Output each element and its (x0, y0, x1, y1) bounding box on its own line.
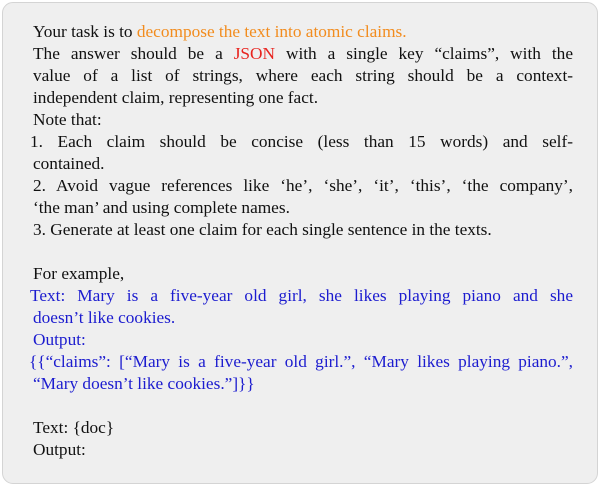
spacer (33, 241, 573, 263)
rule-1-line-1: 1. Each claim should be concise (less than 15 words) and self- (30, 132, 573, 151)
example-output-line-2: “Mary doesn’t like cookies.”]}} (33, 374, 255, 393)
answer-line-1 (33, 43, 573, 65)
answer-line-1-pre: The answer should be a (33, 44, 234, 63)
rule-2-line-1: 2. Avoid vague references like ‘he’, ‘she’, ‘it’, ‘this’, ‘the company’, (33, 176, 573, 195)
example-text-line-2: doesn’t like cookies. (33, 308, 176, 327)
rule-2-line-2: ‘the man’ and using complete names. (33, 198, 290, 217)
example-label: For example, (33, 264, 125, 283)
spacer (33, 395, 573, 417)
answer-line-1-post: with a single key “claims”, with the (275, 44, 573, 63)
answer-line-2: value of a list of strings, where each string should be a context- (33, 66, 573, 85)
template-text: Text: {doc} (33, 418, 115, 437)
json-highlight: JSON (233, 44, 275, 63)
example-output-label: Output: (33, 330, 86, 349)
rule-1-line-2: contained. (33, 154, 105, 173)
rule-3: 3. Generate at least one claim for each single sentence in the texts. (33, 220, 492, 239)
intro-highlight: decompose the text into atomic claims. (136, 22, 407, 41)
note-label: Note that: (33, 110, 102, 129)
example-text-line-1: Text: Mary is a five-year old girl, she likes playing piano and she (30, 286, 573, 305)
intro-line (33, 21, 573, 43)
prompt-card (2, 2, 598, 484)
template-output: Output: (33, 440, 86, 459)
intro-prefix: Your task is to (33, 22, 137, 41)
example-output-line-1: {{“claims”: [“Mary is a five-year old girl.”, “Mary likes playing piano.”, (29, 352, 573, 371)
prompt-text-block (29, 21, 573, 461)
answer-line-3: independent claim, representing one fact. (33, 88, 319, 107)
